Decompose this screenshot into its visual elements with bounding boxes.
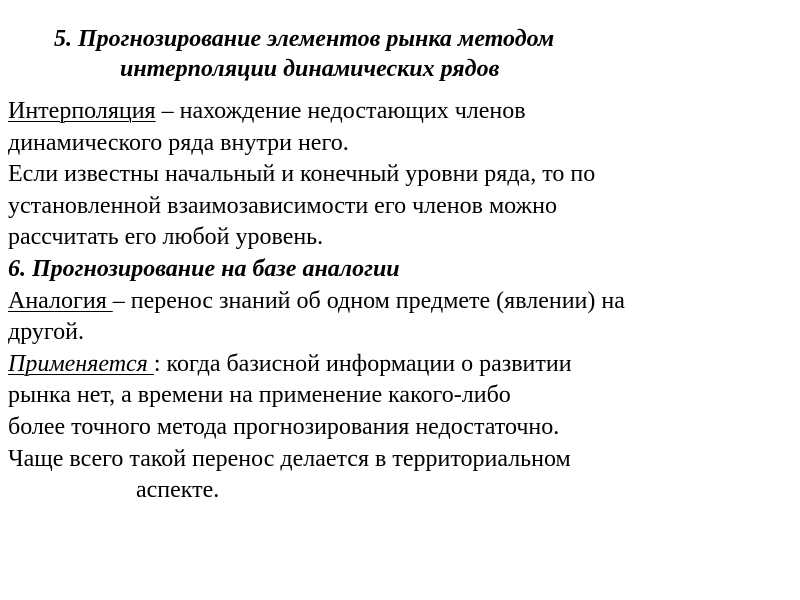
analogy-term: Аналогия	[8, 287, 113, 314]
applied-line	[8, 349, 788, 381]
heading-line-2: интерполяции динамических рядов	[120, 56, 500, 82]
applied-term: Применяется	[8, 350, 154, 377]
interpolation-definition-line	[8, 96, 788, 128]
section-6-title: 6. Прогнозирование на базе аналогии	[8, 255, 400, 282]
applied-definition: : когда базисной информации о развитии	[153, 350, 572, 377]
slide-heading	[0, 24, 660, 84]
applied-line-2: рынка нет, а времени на применение какого-либо	[8, 382, 511, 409]
often-line-1: Чаще всего такой перенос делается в территориальном	[8, 445, 571, 472]
interpolation-line-5: рассчитать его любой уровень.	[8, 224, 324, 251]
interpolation-definition: – нахождение недостающих членов	[155, 98, 526, 124]
analogy-definition-line	[8, 286, 788, 318]
often-line-2: аспекте.	[136, 477, 220, 504]
applied-line-3: более точного метода прогнозирования недостаточно.	[8, 413, 560, 440]
interpolation-line-4: установленной взаимозависимости его членов можно	[8, 192, 557, 219]
analogy-line-2: другой.	[8, 319, 84, 346]
heading-line-1: 5. Прогнозирование элементов рынка методом	[54, 26, 555, 52]
interpolation-line-2: динамического ряда внутри него.	[8, 129, 349, 156]
interpolation-term: Интерполяция	[8, 98, 156, 124]
slide-body	[8, 96, 788, 507]
interpolation-line-3: Если известны начальный и конечный уровни ряда, то по	[8, 161, 596, 188]
analogy-definition: – перенос знаний об одном предмете (явлении) на	[112, 287, 625, 314]
